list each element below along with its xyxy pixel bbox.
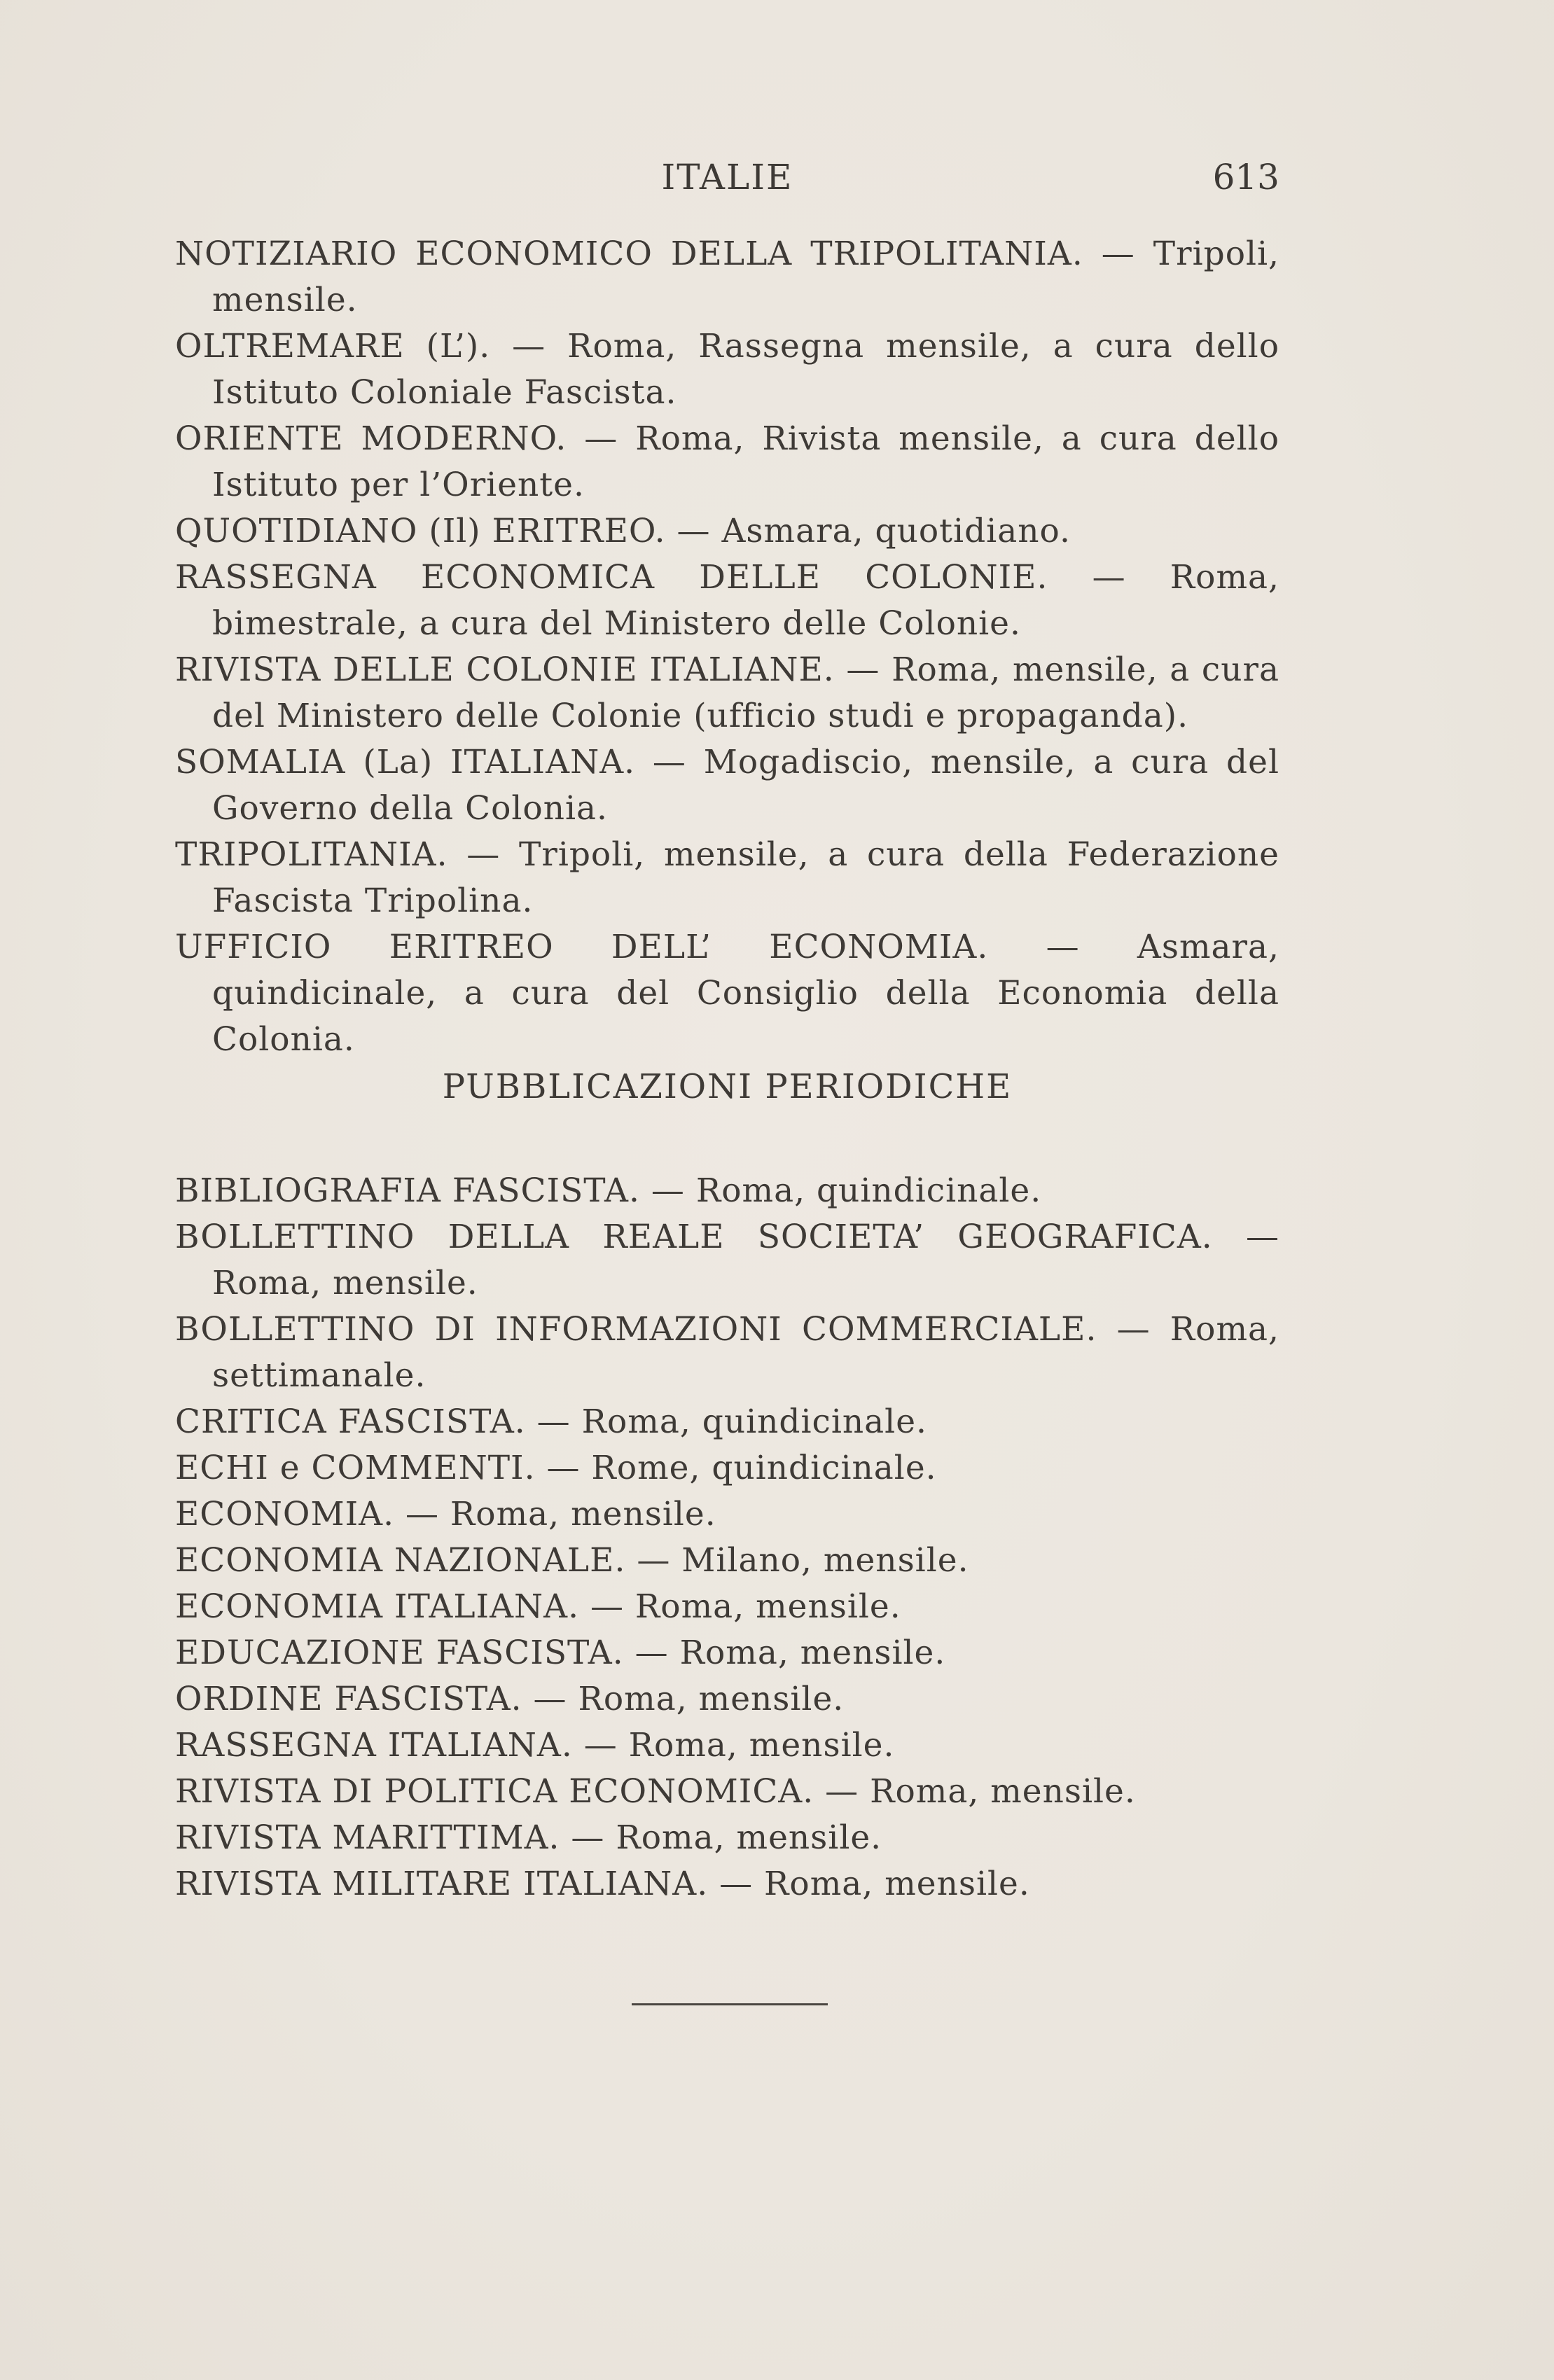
list-item: ECONOMIA NAZIONALE. — Milano, mensile. <box>175 1541 969 1580</box>
colonial-publications-list <box>175 231 1279 1063</box>
list-item: BOLLETTINO DI INFORMAZIONI COMMERCIALE. — Roma, settimanale. <box>175 1310 1279 1395</box>
list-item: SOMALIA (La) ITALIANA. — Mogadiscio, mensile, a cura del Governo della Colonia. <box>175 743 1279 828</box>
list-item: ECONOMIA ITALIANA. — Roma, mensile. <box>175 1587 901 1626</box>
list-item: ECONOMIA. — Roma, mensile. <box>175 1495 716 1533</box>
list-item: TRIPOLITANIA. — Tripoli, mensile, a cura della Federazione Fascista Tripolina. <box>175 835 1279 920</box>
closing-rule <box>632 2003 828 2005</box>
list-item: NOTIZIARIO ECONOMICO DELLA TRIPOLITANIA. — Tripoli, mensile. <box>175 235 1279 319</box>
list-item: ECHI e COMMENTI. — Rome, quindicinale. <box>175 1449 937 1487</box>
list-item: UFFICIO ERITREO DELL’ ECONOMIA. — Asmara, quindicinale, a cura del Consiglio della Economia della Colonia. <box>175 928 1279 1059</box>
list-item: EDUCAZIONE FASCISTA. — Roma, mensile. <box>175 1634 946 1672</box>
list-item: RASSEGNA ECONOMICA DELLE COLONIE. — Roma, bimestrale, a cura del Ministero delle Colonie. <box>175 558 1279 643</box>
list-item: ORDINE FASCISTA. — Roma, mensile. <box>175 1680 845 1718</box>
list-item: RASSEGNA ITALIANA. — Roma, mensile. <box>175 1726 895 1765</box>
page-number: 613 <box>1212 157 1279 197</box>
section-title: PUBBLICAZIONI PERIODICHE <box>442 1067 1013 1106</box>
list-item: ORIENTE MODERNO. — Roma, Rivista mensile, a cura dello Istituto per l’Oriente. <box>175 419 1279 504</box>
list-item: QUOTIDIANO (Il) ERITREO. — Asmara, quotidiano. <box>175 512 1071 550</box>
header-title: ITALIE <box>661 157 793 197</box>
list-item: BOLLETTINO DELLA REALE SOCIETA’ GEOGRAFICA. — Roma, mensile. <box>175 1218 1279 1302</box>
list-item: BIBLIOGRAFIA FASCISTA. — Roma, quindicinale. <box>175 1171 1042 1210</box>
running-header <box>175 157 1279 202</box>
list-item: RIVISTA MILITARE ITALIANA. — Roma, mensile. <box>175 1865 1030 1903</box>
list-item: RIVISTA DELLE COLONIE ITALIANE. — Roma, mensile, a cura del Ministero delle Colonie (ufficio studi e propaganda). <box>175 650 1279 735</box>
list-item: RIVISTA MARITTIMA. — Roma, mensile. <box>175 1818 882 1857</box>
list-item: CRITICA FASCISTA. — Roma, quindicinale. <box>175 1403 927 1441</box>
periodicals-list <box>175 1168 1279 1907</box>
list-item: RIVISTA DI POLITICA ECONOMICA. — Roma, mensile. <box>175 1772 1136 1811</box>
list-item: OLTREMARE (L’). — Roma, Rassegna mensile, a cura dello Istituto Coloniale Fascista. <box>175 327 1279 412</box>
